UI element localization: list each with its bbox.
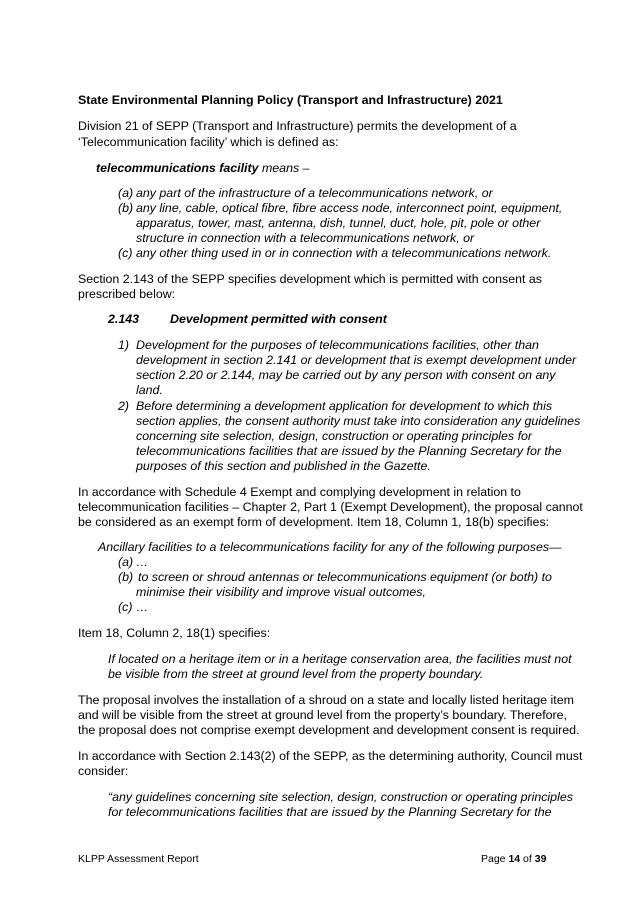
clause-item-1-line-4: land. — [136, 383, 163, 397]
clause-item-label-2: 2) — [118, 399, 130, 413]
footer-page-of: of — [520, 853, 535, 865]
ancillary-item-label-c: (c) — [118, 600, 133, 614]
footer-current-page: 14 — [508, 853, 521, 865]
clause-number: 2.143 — [108, 312, 140, 326]
intro-line-2: ‘Telecommunication facility’ which is defined as: — [78, 135, 339, 149]
proposal-line-2: and will be visible from the street at ground level from the property’s boundary. Therefore, — [78, 708, 567, 722]
footer-report-name: KLPP Assessment Report — [78, 853, 199, 865]
clause-item-2-line-5: purposes of this section and published in the Gazette. — [136, 459, 431, 473]
proposal-line-1: The proposal involves the installation of a shroud on a state and locally listed heritage item — [78, 693, 574, 707]
definition-item-b-line-3: structure in connection with a telecommunications network, or — [136, 231, 475, 245]
clause-item-2-line-3: concerning site selection, design, construction or operating principles for — [136, 429, 533, 443]
item18-quote-line-1: If located on a heritage item or in a heritage conservation area, the facilities must not — [108, 652, 572, 666]
accordance-line-1: In accordance with Section 2.143(2) of the SEPP, as the determining authority, Council must — [78, 749, 583, 763]
definition-item-a-line-1: any part of the infrastructure of a telecommunications network, or — [136, 186, 493, 200]
ancillary-item-a-text: … — [136, 555, 149, 569]
footer-page-number — [481, 853, 546, 866]
definition-item-b-line-1: any line, cable, optical fibre, fibre access node, interconnect point, equipment, — [136, 201, 563, 215]
item18-quote-line-2: be visible from the street at ground level from the property boundary. — [108, 667, 484, 681]
ancillary-item-label-b: (b) — [118, 570, 134, 584]
definition-means: means – — [261, 161, 310, 175]
item18-intro: Item 18, Column 2, 18(1) specifies: — [78, 626, 271, 640]
definition-item-b-line-2: apparatus, tower, mast, antenna, dish, tunnel, duct, hole, pit, pole or other — [136, 216, 541, 230]
schedule-line-3: be considered as an exempt form of development. Item 18, Column 1, 18(b) specifies: — [78, 515, 550, 529]
definition-item-label-a: (a) — [118, 186, 134, 200]
footer-page-prefix: Page — [481, 853, 509, 865]
proposal-line-3: the proposal does not comprise exempt development and development consent is required. — [78, 723, 580, 737]
clause-item-1-line-3: section 2.20 or 2.144, may be carried out by any person with consent on any — [136, 368, 556, 382]
ancillary-lead: Ancillary facilities to a telecommunications facility for any of the following purposes— — [98, 540, 562, 554]
final-quote-line-1: “any guidelines concerning site selection, design, construction or operating principles — [108, 790, 573, 804]
clause-item-2-line-1: Before determining a development application for development to which this — [136, 399, 553, 413]
footer-total-pages: 39 — [534, 853, 547, 865]
ancillary-item-c-text: … — [136, 600, 149, 614]
definition-item-label-b: (b) — [118, 201, 134, 215]
definition-item-c-line-1: any other thing used in or in connection with a telecommunications network. — [136, 246, 552, 260]
ancillary-item-b-line-1: to screen or shroud antennas or telecommunications equipment (or both) to — [138, 570, 552, 584]
schedule-line-2: telecommunication facilities – Chapter 2, Part 1 (Exempt Development), the proposal cannot — [78, 500, 583, 514]
schedule-line-1: In accordance with Schedule 4 Exempt and complying development in relation to — [78, 485, 521, 499]
accordance-line-2: consider: — [78, 764, 129, 778]
clause-item-2-line-4: telecommunications facilities that are issued by the Planning Secretary for the — [136, 444, 562, 458]
clause-item-1-line-1: Development for the purposes of telecommunications facilities, other than — [136, 338, 539, 352]
section-heading: State Environmental Planning Policy (Transport and Infrastructure) 2021 — [78, 93, 503, 107]
definition-term: telecommunications facility — [96, 161, 259, 175]
final-quote-line-2: for telecommunications facilities that are issued by the Planning Secretary for the — [108, 805, 552, 819]
ancillary-item-b-line-2: minimise their visibility and improve visual outcomes, — [136, 585, 426, 599]
clause-item-label-1: 1) — [118, 338, 130, 352]
section-intro-line-1: Section 2.143 of the SEPP specifies development which is permitted with consent as — [78, 272, 542, 286]
section-intro-line-2: prescribed below: — [78, 287, 176, 301]
intro-line-1: Division 21 of SEPP (Transport and Infrastructure) permits the development of a — [78, 119, 517, 133]
clause-item-1-line-2: development in section 2.141 or development that is exempt development under — [136, 353, 577, 367]
clause-title: Development permitted with consent — [170, 312, 387, 326]
definition-line — [96, 160, 310, 176]
clause-item-2-line-2: section applies, the consent authority must take into consideration any guidelines — [136, 414, 581, 428]
definition-item-label-c: (c) — [118, 246, 133, 260]
ancillary-item-label-a: (a) — [118, 555, 134, 569]
